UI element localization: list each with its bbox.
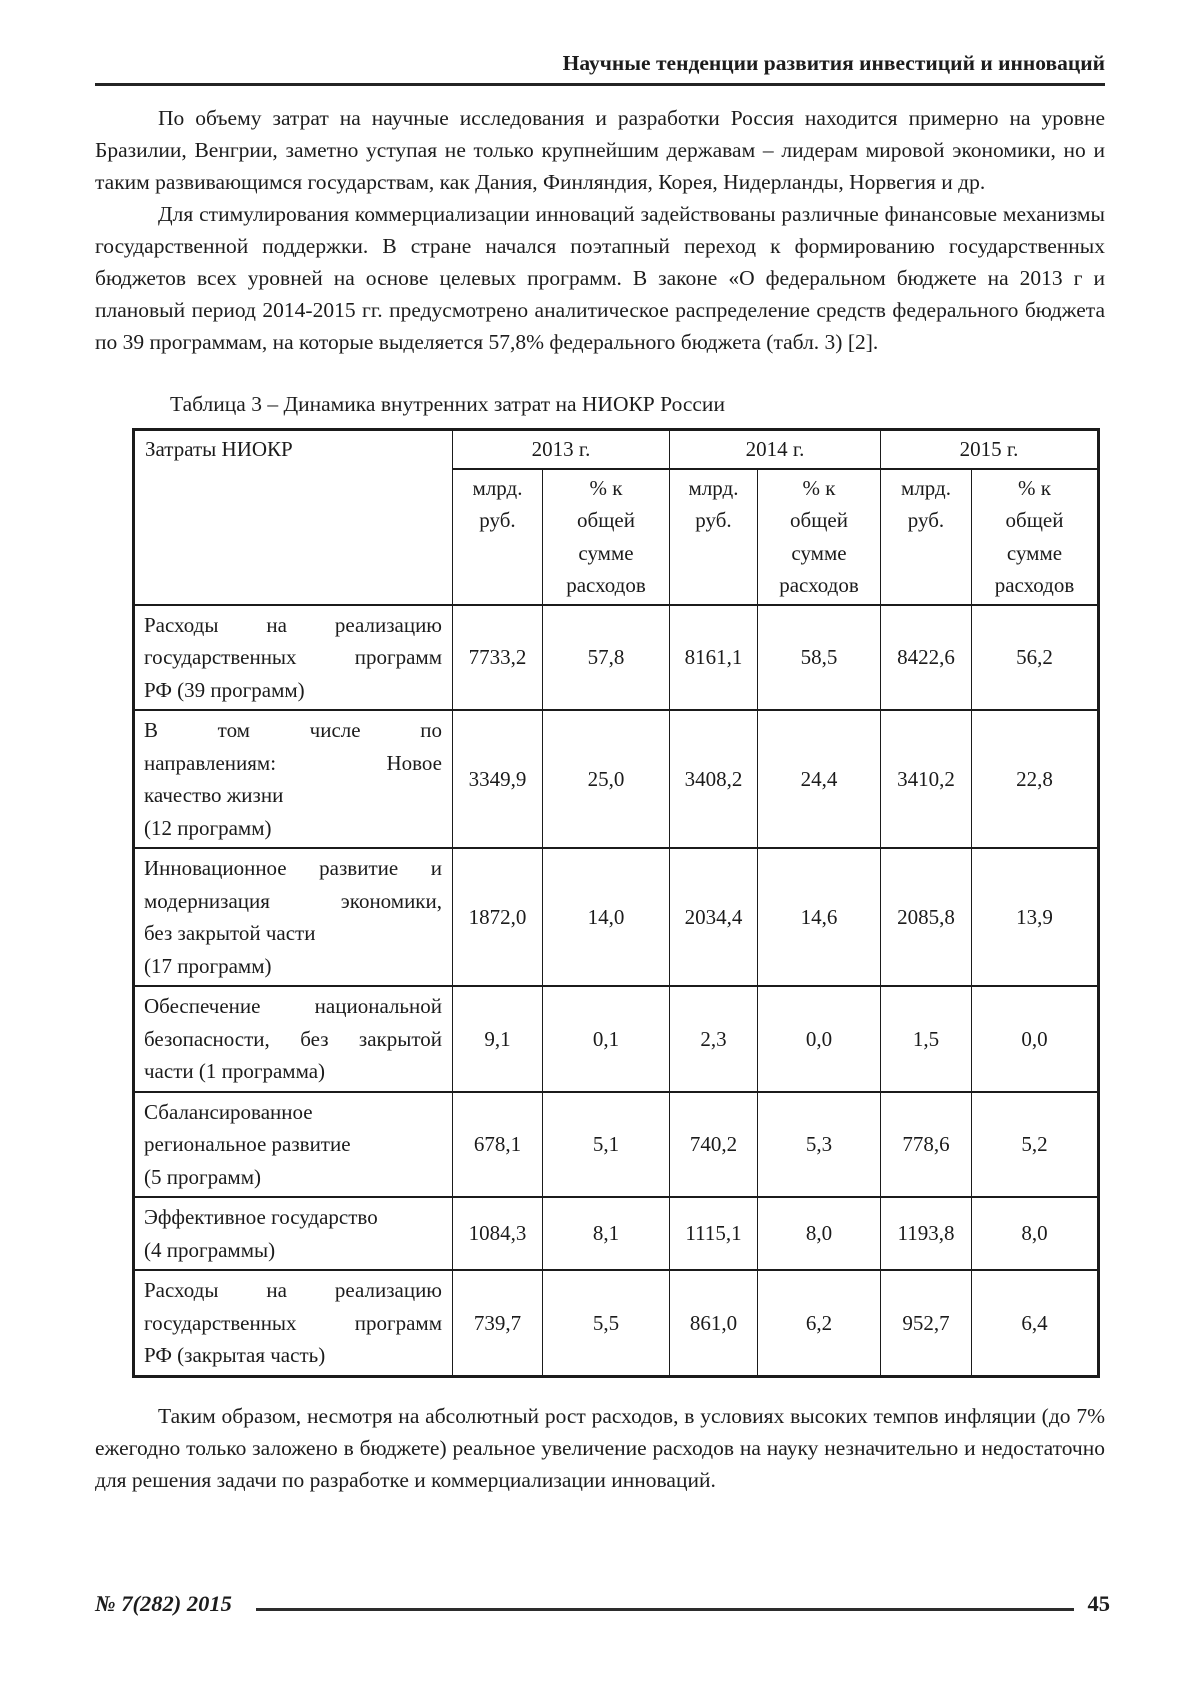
table-row [134, 1270, 1099, 1376]
percent-line: сумме [791, 540, 847, 565]
label-line: государственных программ [144, 1310, 442, 1335]
label-line: (17 программ) [144, 953, 272, 978]
table-row [134, 605, 1099, 711]
paragraph: По объему затрат на научные исследования и разработки Россия находится примерно на уровне Бразилии, Венгрии, заметно уступая не только крупнейшим державам – лидерам мировой экономики, но и таким развивающимся государствам, как Дания, Финляндия, Корея, Нидерланды, Норвегия и др. [95, 106, 1105, 194]
unit-line: руб. [907, 508, 945, 532]
year-header-cell: 2015 г. [881, 430, 1099, 469]
page-number: 45 [1087, 1591, 1110, 1616]
running-header: Научные тенденции развития инвестиций и инноваций [95, 50, 1105, 86]
value-cell: 0,0 [758, 986, 881, 1092]
value-cell: 678,1 [453, 1092, 543, 1198]
percent-header-cell [758, 469, 881, 605]
value-cell: 740,2 [670, 1092, 758, 1198]
label-line: Эффективное государство [144, 1205, 378, 1229]
value-cell: 5,3 [758, 1092, 881, 1198]
label-line: (4 программы) [144, 1237, 276, 1262]
niokr-expenses-table [132, 428, 1100, 1378]
percent-line: общей [1005, 508, 1064, 532]
label-line: Расходы на реализацию [144, 612, 442, 637]
value-cell: 0,0 [972, 986, 1099, 1092]
journal-issue-label: № 7(282) 2015 [95, 1591, 232, 1616]
label-line: качество жизни [144, 783, 284, 807]
table-head [134, 430, 1099, 605]
row-label-cell [134, 1270, 453, 1376]
row-label-cell [134, 1092, 453, 1198]
label-line: части (1 программа) [144, 1059, 326, 1083]
value-cell: 1084,3 [453, 1197, 543, 1270]
value-cell: 56,2 [972, 605, 1099, 711]
label-line: модернизация экономики, [144, 888, 442, 913]
value-cell: 8,1 [543, 1197, 670, 1270]
year-header-cell: 2014 г. [670, 430, 881, 469]
label-line: (12 программ) [144, 815, 272, 840]
paragraph: Для стимулирования коммерциализации инноваций задействованы различные финансовые механизмы государственной поддержки. В стране начался поэтапный переход к формированию государственных бюджетов всех уровней на основе целевых программ. В законе «О федеральном бюджете на 2013 г и плановый период 2014-2015 гг. предусмотрено аналитическое распределение средств федерального бюджета по 39 программам, на которые выделяется 57,8% федерального бюджета (табл. 3) [2]. [95, 202, 1105, 354]
value-cell: 24,4 [758, 710, 881, 848]
unit-header-cell [670, 469, 758, 605]
unit-line: млрд. [472, 475, 523, 500]
percent-line: сумме [578, 540, 634, 565]
percent-header-cell [972, 469, 1099, 605]
unit-header-cell [453, 469, 543, 605]
label-line: Обеспечение национальной [144, 994, 442, 1018]
value-cell: 0,1 [543, 986, 670, 1092]
value-cell: 3349,9 [453, 710, 543, 848]
row-label-cell [134, 986, 453, 1092]
unit-line: млрд. [901, 475, 951, 500]
row-label-cell [134, 710, 453, 848]
label-line: безопасности, без закрытой [144, 1026, 442, 1051]
value-cell: 3408,2 [670, 710, 758, 848]
value-cell: 14,0 [543, 848, 670, 986]
value-cell: 2,3 [670, 986, 758, 1092]
value-cell: 8161,1 [670, 605, 758, 711]
row-label-cell [134, 848, 453, 986]
value-cell: 8422,6 [881, 605, 972, 711]
percent-line: расходов [994, 573, 1075, 597]
table-body [134, 605, 1099, 1377]
value-cell: 739,7 [453, 1270, 543, 1376]
expenses-column-header: Затраты НИОКР [134, 430, 453, 605]
label-line: без закрытой части [144, 921, 316, 945]
table-row [134, 710, 1099, 848]
label-line: В том числе по [144, 718, 442, 742]
page-footer [95, 1590, 1110, 1618]
table-row [134, 1092, 1099, 1198]
value-cell: 6,2 [758, 1270, 881, 1376]
value-cell: 5,5 [543, 1270, 670, 1376]
value-cell: 8,0 [972, 1197, 1099, 1270]
value-cell: 1872,0 [453, 848, 543, 986]
percent-line: сумме [1006, 540, 1063, 565]
percent-line: общей [577, 508, 635, 532]
label-line: Расходы на реализацию [144, 1278, 442, 1302]
table-row [134, 1197, 1099, 1270]
value-cell: 1115,1 [670, 1197, 758, 1270]
footer-rule [256, 1608, 1074, 1611]
table-caption: Таблица 3 – Динамика внутренних затрат на НИОКР России [170, 392, 725, 416]
value-cell: 58,5 [758, 605, 881, 711]
label-line: Сбалансированное [144, 1099, 313, 1124]
unit-line: руб. [479, 508, 516, 532]
value-cell: 22,8 [972, 710, 1099, 848]
value-cell: 9,1 [453, 986, 543, 1092]
value-cell: 25,0 [543, 710, 670, 848]
percent-line: расходов [779, 573, 859, 597]
value-cell: 57,8 [543, 605, 670, 711]
percent-line: расходов [566, 573, 646, 597]
value-cell: 6,4 [972, 1270, 1099, 1376]
unit-header-cell [881, 469, 972, 605]
label-line: Инновационное развитие и [144, 856, 442, 880]
label-line: направлениям: Новое [144, 750, 442, 775]
label-line: РФ (закрытая часть) [144, 1343, 326, 1367]
value-cell: 2085,8 [881, 848, 972, 986]
table-row [134, 848, 1099, 986]
unit-line: руб. [695, 508, 732, 532]
percent-line: % к [589, 475, 623, 500]
value-cell: 8,0 [758, 1197, 881, 1270]
value-cell: 2034,4 [670, 848, 758, 986]
value-cell: 952,7 [881, 1270, 972, 1376]
value-cell: 1193,8 [881, 1197, 972, 1270]
unit-line: млрд. [688, 475, 739, 500]
value-cell: 5,2 [972, 1092, 1099, 1198]
label-line: РФ (39 программ) [144, 677, 305, 702]
value-cell: 5,1 [543, 1092, 670, 1198]
percent-line: % к [1018, 475, 1051, 500]
table-header-row-years [134, 430, 1099, 469]
value-cell: 778,6 [881, 1092, 972, 1198]
value-cell: 13,9 [972, 848, 1099, 986]
paragraph: Таким образом, несмотря на абсолютный рост расходов, в условиях высоких темпов инфляции (до 7% ежегодно только заложено в бюджете) реальное увеличение расходов на науку незначительно и недостаточно для решения задачи по разработке и коммерциализации инноваций. [95, 1403, 1105, 1492]
label-line: региональное развитие [144, 1132, 351, 1156]
value-cell: 7733,2 [453, 605, 543, 711]
value-cell: 861,0 [670, 1270, 758, 1376]
value-cell: 3410,2 [881, 710, 972, 848]
value-cell: 1,5 [881, 986, 972, 1092]
label-line: (5 программ) [144, 1164, 261, 1189]
percent-line: общей [790, 508, 848, 532]
label-line: государственных программ [144, 645, 442, 669]
row-label-cell [134, 605, 453, 711]
table-row [134, 986, 1099, 1092]
percent-line: % к [802, 475, 836, 500]
year-header-cell: 2013 г. [453, 430, 670, 469]
row-label-cell [134, 1197, 453, 1270]
percent-header-cell [543, 469, 670, 605]
value-cell: 14,6 [758, 848, 881, 986]
